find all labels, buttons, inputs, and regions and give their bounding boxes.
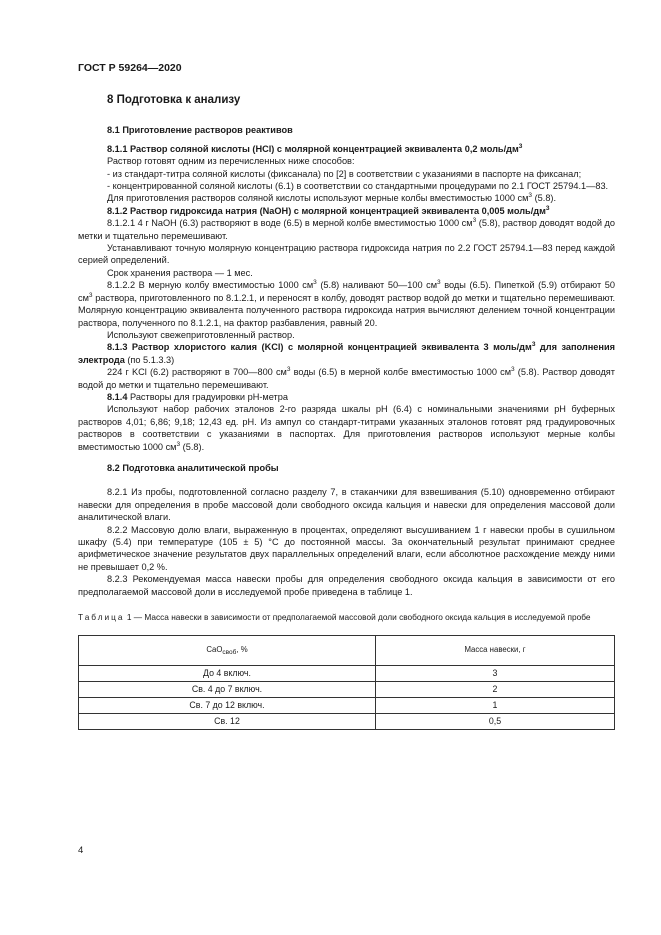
table-caption: Таблица 1 — Масса навески в зависимости от предполагаемой массовой доли свободного оксида кальция в исследуемой пробе — [78, 612, 591, 623]
table-cell: Св. 7 до 12 включ. — [79, 698, 376, 714]
page-content — [78, 90, 615, 730]
table-cell: Св. 4 до 7 включ. — [79, 682, 376, 698]
table-cell: До 4 включ. — [79, 666, 376, 682]
table-row — [79, 714, 615, 730]
subsection-title-8-2: 8.2 Подготовка аналитической пробы — [107, 462, 279, 473]
table-cell: 3 — [376, 666, 615, 682]
page-header: ГОСТ Р 59264—2020 — [78, 62, 182, 74]
subsection-title-8-1-1: 8.1.1 Раствор соляной кислоты (HCl) с молярной концентрацией эквивалента 0,2 моль/$дм^3$ — [107, 142, 523, 154]
paragraph: 8.1.2.2 В мерную колбу вместимостью 1000 $см^3$ (5.8) наливают 50—100 $см^3$ воды (6.5). Пипеткой (5.9) отбирают 50 $см^3$ раствора, приготовленного по 8.1.2.1, и переносят в колбу, доводят раствор водой до метки и тщательно перемешивают. Молярную концентрацию эквивалента полученного раствора гидроксида натрия вычисляют делением точной концентрации раствора, полученного по 8.1.2.1, на фактор разбавления, равный 20. — [78, 279, 615, 328]
data-table — [78, 635, 615, 730]
paragraph: Используют свежеприготовленный раствор. — [107, 329, 295, 340]
table-cell: 1 — [376, 698, 615, 714]
table-cell: Св. 12 — [79, 714, 376, 730]
paragraph: - из стандарт-титра соляной кислоты (фиксанала) по [2] в соответствии с указаниями в паспорте на фиксанал; — [107, 168, 582, 179]
paragraph: 8.2.2 Массовую долю влаги, выраженную в процентах, определяют высушиванием 1 г навески пробы в сушильном шкафу (5.4) при температуре (105 ± 5) °С до постоянной массы. За окончательный результат принимают среднее арифметическое значение результатов двух параллельных определений влаги, если абсолютное расхождение между ними не превышает 0,2 %. — [78, 524, 615, 572]
section-title: 8 Подготовка к анализу — [107, 94, 241, 106]
subsection-title-8-1: 8.1 Приготовление растворов реактивов — [107, 125, 293, 136]
page-number: 4 — [78, 845, 84, 856]
paragraph: Устанавливают точную молярную концентрацию раствора гидроксида натрия по 2.2 ГОСТ 25794.1—83 перед каждой серией определений. — [78, 243, 615, 266]
paragraph: Срок хранения раствора — 1 мес. — [107, 267, 253, 278]
paragraph: 8.2.3 Рекомендуемая масса навески пробы для определения свободного оксида кальция в зависимости от его предполагаемой массовой доли в исследуемой пробе приведена в таблице 1. — [78, 574, 615, 597]
column-header-cao: CaO$_{своб}$, % — [79, 636, 376, 666]
paragraph: Для приготовления растворов соляной кислоты используют мерные колбы вместимостью 1000 $см^3$ (5.8). — [107, 192, 557, 204]
table-row — [79, 682, 615, 698]
subsection-title-8-1-2: 8.1.2 Раствор гидроксида натрия (NaOH) с молярной концентрацией эквивалента 0,005 моль/$дм^3$ — [107, 204, 550, 216]
paragraph: 224 г KCl (6.2) растворяют в 700—800 $см^3$ воды (6.5) в мерной колбе вместимостью 1000 $см^3$ (5.8). Раствор доводят водой до метки и тщательно перемешивают. — [78, 366, 615, 390]
subsection-title-8-1-4: 8.1.4 Растворы для градуировки pH-метра — [107, 391, 288, 402]
paragraph: 8.1.2.1 4 г NaOH (6.3) растворяют в воде (6.5) в мерной колбе вместимостью 1000 $см^3$ (5.8), раствор доводят водой до метки и тщательно перемешивают. — [78, 217, 615, 241]
column-header-mass: Масса навески, г — [376, 636, 615, 666]
table-row — [79, 666, 615, 682]
subsection-title-8-1-3: 8.1.3 Раствор хлористого калия (KCl) с молярной концентрацией эквивалента 3 моль/$дм^3$ для заполнения электрода (по 5.1.3.3) — [78, 341, 615, 365]
paragraph: - концентрированной соляной кислоты (6.1) в соответствии со стандартными процедурами по 2.1 ГОСТ 25794.1—83. — [107, 181, 609, 192]
paragraph: Используют набор рабочих эталонов 2-го разряда шкалы pH (6.4) с номинальными значениями pH буферных растворов 4,01; 6,86; 9,18; 12,43 ед. pH. Из ампул со стандарт-титрами указанных эталонов готовят ряд градуировочных растворов в соответствии с указаниями в паспортах. Для приготовления растворов используют мерные колбы вместимостью 1000 $см^3$ (5.8). — [78, 404, 615, 452]
paragraph: Раствор готовят одним из перечисленных ниже способов: — [107, 156, 355, 167]
table-cell: 2 — [376, 682, 615, 698]
table-row — [79, 698, 615, 714]
table-header-row — [79, 636, 615, 666]
table-cell: 0,5 — [376, 714, 615, 730]
paragraph: 8.2.1 Из пробы, подготовленной согласно разделу 7, в стаканчики для взвешивания (5.10) одновременно отбирают навески для определения в пробе массовой доли свободного оксида кальция и навески для определения массовой доли аналитической влаги. — [78, 487, 615, 523]
